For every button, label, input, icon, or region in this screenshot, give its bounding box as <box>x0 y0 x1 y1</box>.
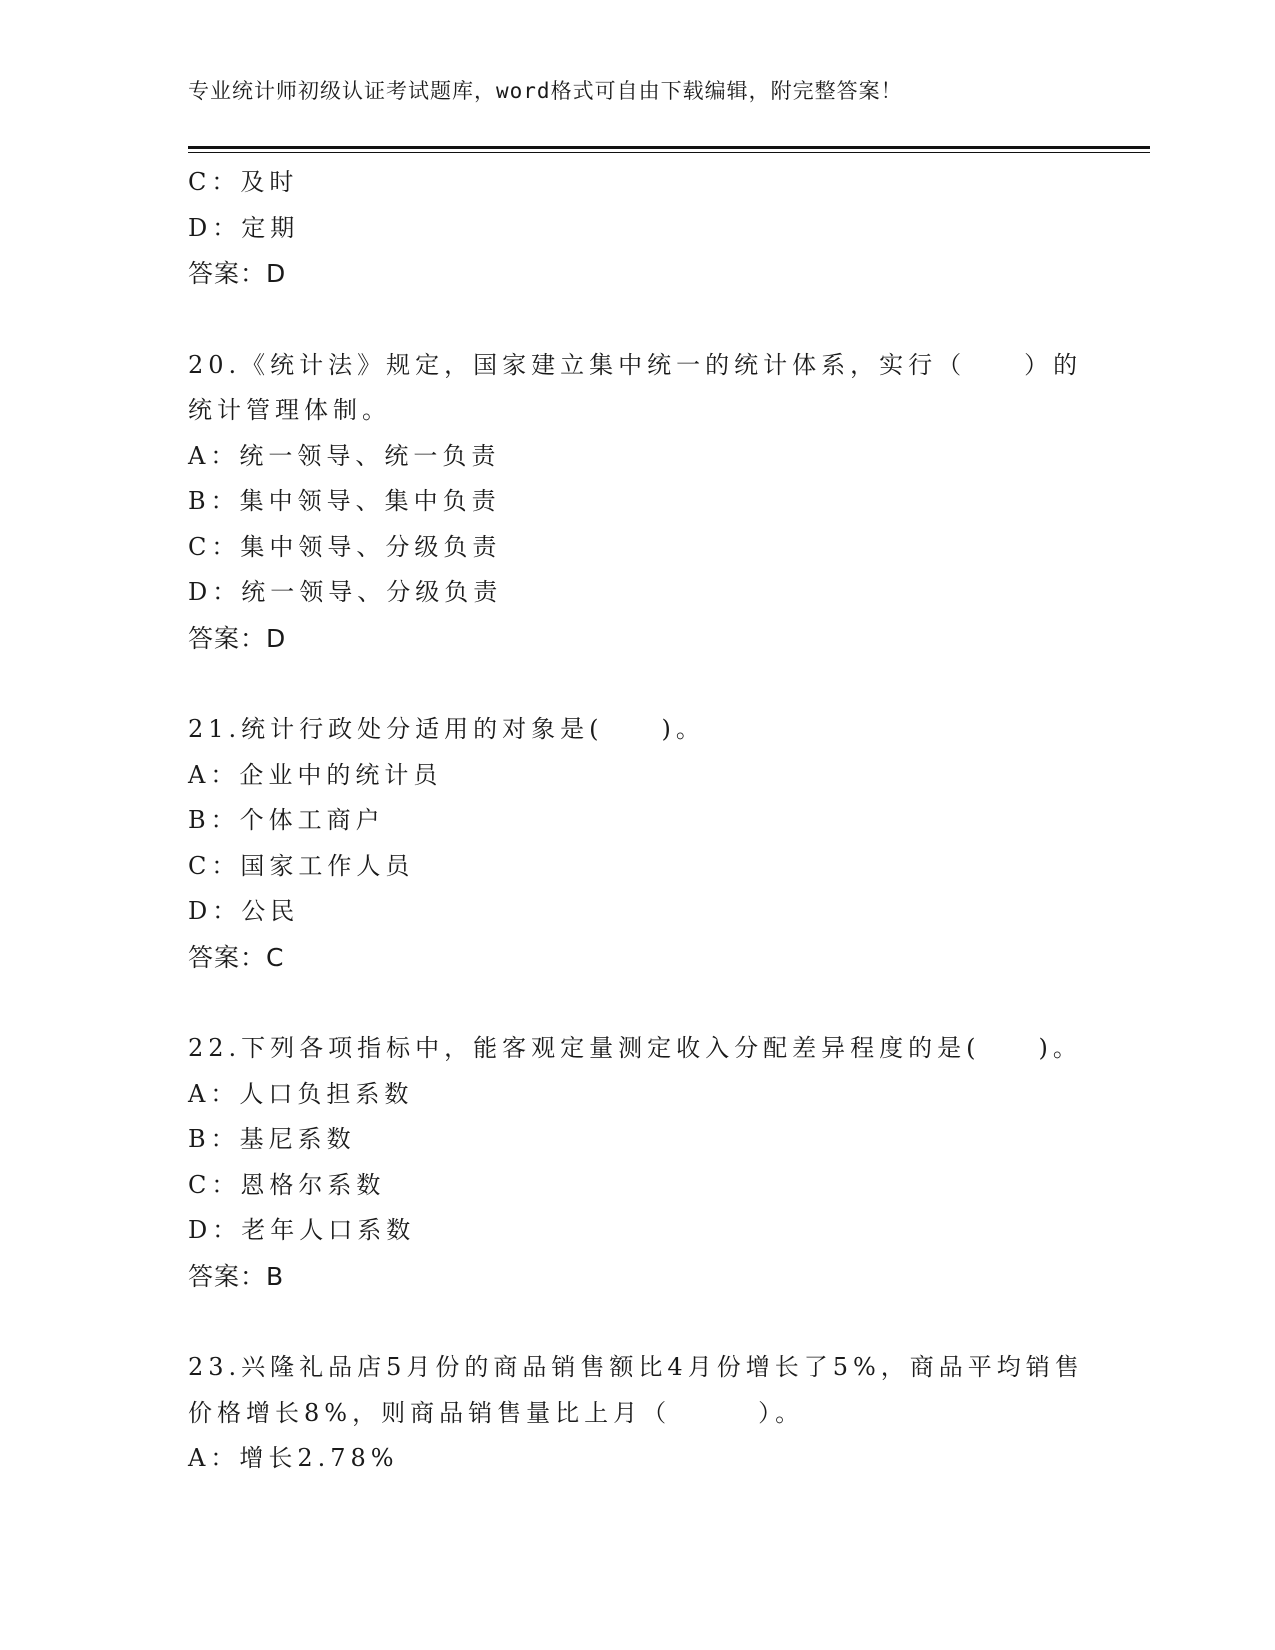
option-line: D：老年人口系数 <box>188 1216 416 1244</box>
option-line: A：统一领导、统一负责 <box>188 441 501 470</box>
option-line: A：人口负担系数 <box>188 1079 414 1108</box>
option-line: C：及时 <box>188 168 299 196</box>
header-divider <box>188 146 1150 149</box>
question-text: 价格增长8%，则商品销售量比上月（ ）。 <box>188 1398 805 1427</box>
option-line: C：恩格尔系数 <box>188 1170 386 1199</box>
answer-line: 答案：D <box>188 259 287 288</box>
option-line: B：个体工商户 <box>188 806 385 834</box>
option-line: C：集中领导、分级负责 <box>188 532 502 561</box>
option-line: D：定期 <box>188 213 300 242</box>
answer-line: 答案：C <box>188 942 285 972</box>
header-note: 专业统计师初级认证考试题库，word格式可自由下载编辑，附完整答案！ <box>188 79 903 103</box>
option-line: C：国家工作人员 <box>188 851 415 880</box>
question-text: 23.兴隆礼品店5月份的商品销售额比4月份增长了5%，商品平均销售 <box>188 1353 1084 1381</box>
question-content <box>188 160 1088 1482</box>
question-text: 20.《统计法》规定，国家建立集中统一的统计体系，实行（ ）的 <box>188 350 1083 379</box>
option-line: A：企业中的统计员 <box>188 760 443 789</box>
option-line: D：公民 <box>188 897 300 925</box>
option-line: D：统一领导、分级负责 <box>188 578 503 606</box>
header-divider-thin <box>188 152 1150 153</box>
question-text: 22.下列各项指标中，能客观定量测定收入分配差异程度的是( )。 <box>188 1034 1082 1062</box>
option-line: A：增长2.78% <box>188 1444 399 1472</box>
answer-line: 答案：D <box>188 623 287 653</box>
question-text: 统计管理体制。 <box>188 396 391 424</box>
question-text: 21.统计行政处分适用的对象是( )。 <box>188 715 705 743</box>
option-line: B：基尼系数 <box>188 1125 356 1153</box>
answer-line: 答案：B <box>188 1261 285 1291</box>
option-line: B：集中领导、集中负责 <box>188 487 501 515</box>
